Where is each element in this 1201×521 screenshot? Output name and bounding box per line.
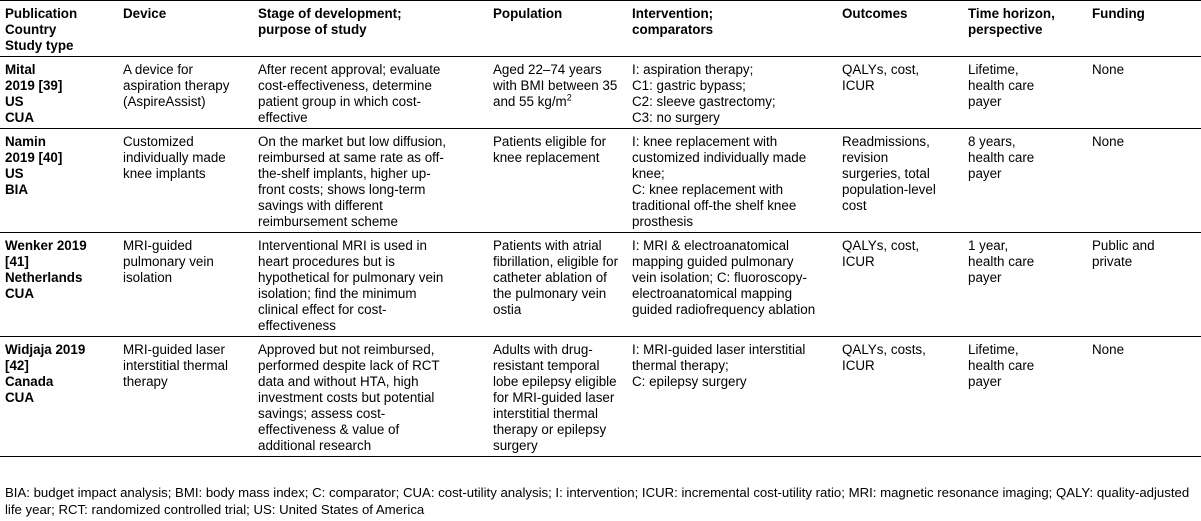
col-intervention [627, 0, 837, 57]
stage-cell [253, 233, 488, 337]
cell-line: interstitial thermal [123, 358, 228, 373]
cell-line: health care [968, 78, 1035, 93]
col-funding [1087, 0, 1201, 57]
table-row [0, 57, 1201, 129]
cell-line: payer [968, 270, 1002, 285]
funding-cell [1087, 233, 1201, 337]
cell-line: performed despite lack of RCT [258, 358, 440, 373]
cell-line: ICUR [842, 78, 875, 93]
stage-cell [253, 129, 488, 233]
cell-line: Study type [5, 38, 74, 53]
outcomes-cell [837, 129, 963, 233]
cell-line: payer [968, 94, 1002, 109]
study-cell [0, 129, 118, 233]
cell-line: customized individually made [632, 150, 807, 165]
cell-line: aspiration therapy [123, 78, 230, 93]
cell-line: QALYs, costs, [842, 342, 926, 357]
cell-line: 2019 [39] [5, 78, 63, 93]
cell-line: prosthesis [632, 214, 694, 229]
col-outcomes [837, 0, 963, 57]
cell-line: surgeries, total [842, 166, 930, 181]
cell-line: effective [258, 110, 308, 125]
col-time-horizon [963, 0, 1087, 57]
cell-line: Lifetime, [968, 62, 1019, 77]
study-cell [0, 337, 118, 457]
cell-line: effectiveness [258, 318, 336, 333]
cell-line: Readmissions, [842, 134, 930, 149]
cell-line: catheter ablation of [493, 270, 607, 285]
outcomes-cell [837, 233, 963, 337]
cell-line: None [1092, 342, 1125, 357]
cell-line: front costs; shows long-term [258, 182, 426, 197]
cell-line: Population [493, 6, 563, 21]
cell-line: A device for [123, 62, 193, 77]
funding-cell [1087, 337, 1201, 457]
cell-line: None [1092, 134, 1125, 149]
cell-line: I: knee replacement with [632, 134, 778, 149]
device-cell [118, 129, 253, 233]
cell-line: Funding [1092, 6, 1145, 21]
cell-line: savings; assess cost- [258, 406, 386, 421]
cell-line: Namin [5, 134, 46, 149]
horizon-cell [963, 337, 1087, 457]
cell-line: therapy [123, 374, 168, 389]
cell-line: Country [5, 22, 57, 37]
cell-line: After recent approval; evaluate [258, 62, 441, 77]
cell-line: QALYs, cost, [842, 62, 920, 77]
cell-line: purpose of study [258, 22, 367, 37]
cell-line: CUA [5, 286, 35, 301]
cell-line: Aged 22–74 years [493, 62, 602, 77]
horizon-cell [963, 57, 1087, 129]
cell-line: data and without HTA, high [258, 374, 419, 389]
cell-line: health care [968, 254, 1035, 269]
cell-line: the pulmonary vein [493, 286, 607, 301]
cell-line: reimbursement scheme [258, 214, 398, 229]
cell-line: QALYs, cost, [842, 238, 920, 253]
cell-line: Time horizon, [968, 6, 1055, 21]
cell-line: On the market but low diffusion, [258, 134, 447, 149]
cell-line: vein isolation; C: fluoroscopy- [632, 270, 807, 285]
cell-line: C2: sleeve gastrectomy; [632, 94, 776, 109]
cell-line: payer [968, 374, 1002, 389]
cell-line: C: epilepsy surgery [632, 374, 747, 389]
cell-line: I: aspiration therapy; [632, 62, 754, 77]
cell-line: heart procedures but is [258, 254, 395, 269]
col-publication [0, 0, 118, 57]
cell-line: Intervention; [632, 6, 714, 21]
cell-line: health care [968, 150, 1035, 165]
cell-line: knee implants [123, 166, 206, 181]
outcomes-cell [837, 57, 963, 129]
cell-line: pulmonary vein [123, 254, 214, 269]
col-device [118, 0, 253, 57]
outcomes-cell [837, 337, 963, 457]
cell-line: cost [842, 198, 867, 213]
cell-line: Widjaja 2019 [5, 342, 86, 357]
cell-line: health care [968, 358, 1035, 373]
cell-line: knee replacement [493, 150, 600, 165]
table-row [0, 233, 1201, 337]
cell-line: I: MRI & electroanatomical [632, 238, 790, 253]
stage-cell [253, 57, 488, 129]
cell-line: traditional off-the shelf knee [632, 198, 797, 213]
horizon-cell [963, 129, 1087, 233]
cell-line: (AspireAssist) [123, 94, 206, 109]
population-cell [488, 129, 627, 233]
cell-line: Publication [5, 6, 78, 21]
table-row [0, 129, 1201, 233]
table-row [0, 337, 1201, 457]
cell-line: and 55 $kg/m^2$ [493, 92, 572, 109]
cell-line: Netherlands [5, 270, 83, 285]
cell-line: C: knee replacement with [632, 182, 784, 197]
cell-line: Wenker 2019 [5, 238, 87, 253]
cell-line: electroanatomical mapping [632, 286, 793, 301]
cell-line: comparators [632, 22, 714, 37]
cell-line: Approved but not reimbursed, [258, 342, 435, 357]
cell-line: Mital [5, 62, 36, 77]
horizon-cell [963, 233, 1087, 337]
table-footnote: BIA: budget impact analysis; BMI: body mass index; C: comparator; CUA: cost-utility analysis; I: intervention; ICUR: incremental cost-utility ratio; MRI: magnetic resonance imaging; QALY: quality-adjusted life year; RCT: randomized controlled trial; US: United States of America [5, 485, 1190, 517]
cell-line: Patients with atrial [493, 238, 602, 253]
cell-line: CUA [5, 390, 35, 405]
cell-line: ICUR [842, 254, 875, 269]
header-row [0, 0, 1201, 57]
device-cell [118, 337, 253, 457]
cell-line: Patients eligible for [493, 134, 607, 149]
cell-line: Adults with drug- [493, 342, 593, 357]
cell-line: knee; [632, 166, 665, 181]
cell-line: hypothetical for pulmonary vein [258, 270, 444, 285]
cell-line: Stage of development; [258, 6, 402, 21]
cell-line: Device [123, 6, 167, 21]
cell-line: [41] [5, 254, 29, 269]
cell-line: ostia [493, 302, 522, 317]
cell-line: thermal therapy; [632, 358, 729, 373]
cell-line: patient group in which cost- [258, 94, 422, 109]
cell-line: fibrillation, eligible for [493, 254, 619, 269]
cell-line: savings with different [258, 198, 383, 213]
cell-line: the-shelf implants, higher up- [258, 166, 431, 181]
cell-line: MRI-guided laser [123, 342, 225, 357]
cell-line: Interventional MRI is used in [258, 238, 427, 253]
cell-line: for MRI-guided laser [493, 390, 615, 405]
intervention-cell [627, 129, 837, 233]
funding-cell [1087, 129, 1201, 233]
cell-line: interstitial thermal [493, 406, 598, 421]
cell-line: isolation [123, 270, 173, 285]
col-stage [253, 0, 488, 57]
cell-line: reimbursed at same rate as off- [258, 150, 444, 165]
col-population [488, 0, 627, 57]
population-cell [488, 337, 627, 457]
cell-line: investment costs but potential [258, 390, 435, 405]
cell-line: isolation; find the minimum [258, 286, 417, 301]
cell-line: private [1092, 254, 1133, 269]
cell-line: surgery [493, 438, 538, 453]
intervention-cell [627, 57, 837, 129]
intervention-cell [627, 233, 837, 337]
cell-line: Outcomes [842, 6, 908, 21]
cell-line: [42] [5, 358, 29, 373]
cell-line: 2019 [40] [5, 150, 63, 165]
cell-line: Canada [5, 374, 54, 389]
cell-line: US [5, 166, 24, 181]
cell-line: payer [968, 166, 1002, 181]
cell-line: lobe epilepsy eligible [493, 374, 617, 389]
device-cell [118, 57, 253, 129]
superscript: 2 [566, 92, 572, 103]
cell-line: effectiveness & value of [258, 422, 400, 437]
cell-line: mapping guided pulmonary [632, 254, 794, 269]
cell-line: revision [842, 150, 889, 165]
cell-line: Public and [1092, 238, 1155, 253]
cell-line: therapy or epilepsy [493, 422, 607, 437]
stage-cell [253, 337, 488, 457]
cell-line: Lifetime, [968, 342, 1019, 357]
cell-line: with BMI between 35 [493, 78, 618, 93]
study-cell [0, 57, 118, 129]
cell-line: CUA [5, 110, 35, 125]
cell-line: C3: no surgery [632, 110, 720, 125]
cell-line: US [5, 94, 24, 109]
cell-line: ICUR [842, 358, 875, 373]
cell-line: individually made [123, 150, 226, 165]
cell-line: None [1092, 62, 1125, 77]
study-cell [0, 233, 118, 337]
funding-cell [1087, 57, 1201, 129]
cell-line: 1 year, [968, 238, 1009, 253]
intervention-cell [627, 337, 837, 457]
cell-line: 8 years, [968, 134, 1016, 149]
cell-line: MRI-guided [123, 238, 193, 253]
cell-line: perspective [968, 22, 1043, 37]
cell-line: BIA [5, 182, 29, 197]
cell-line: I: MRI-guided laser interstitial [632, 342, 806, 357]
population-cell [488, 233, 627, 337]
table-body [0, 57, 1201, 457]
population-cell [488, 57, 627, 129]
cell-line: resistant temporal [493, 358, 600, 373]
device-cell [118, 233, 253, 337]
cell-line: C1: gastric bypass; [632, 78, 746, 93]
cell-line: additional research [258, 438, 372, 453]
cell-line: guided radiofrequency ablation [632, 302, 816, 317]
cell-line: population-level [842, 182, 936, 197]
cell-line: clinical effect for cost- [258, 302, 387, 317]
cell-line: cost-effectiveness, determine [258, 78, 432, 93]
cell-line: Customized [123, 134, 194, 149]
